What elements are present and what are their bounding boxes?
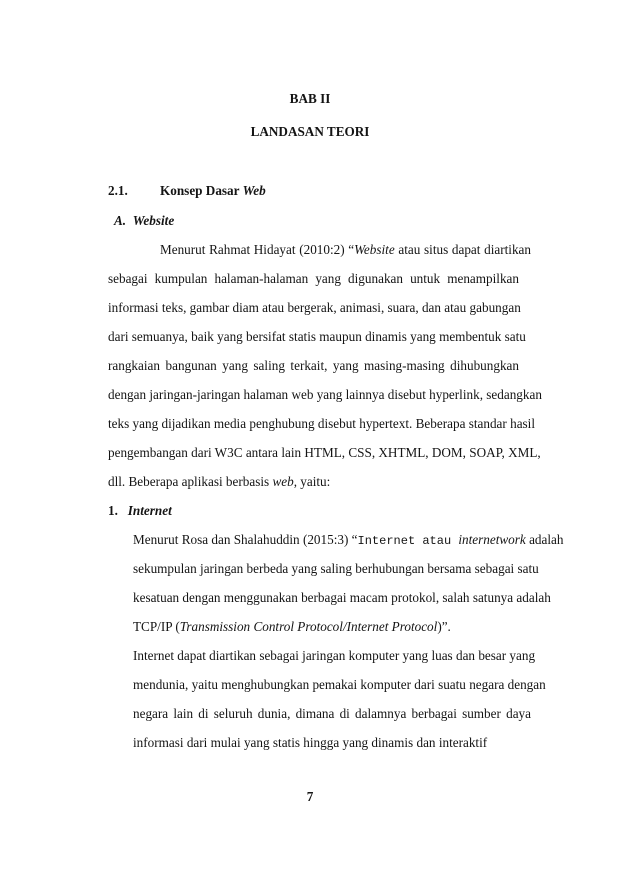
paragraph-line: negara lain di seluruh dunia, dimana di dalamnya berbagai sumber daya [133, 706, 531, 721]
chapter-title: LANDASAN TEORI [250, 124, 370, 139]
page-number: 7 [306, 789, 314, 804]
paragraph-line: sebagai kumpulan halaman-halaman yang digunakan untuk menampilkan [108, 271, 519, 286]
paragraph-line: kesatuan dengan menggunakan berbagai macam protokol, salah satunya adalah [133, 590, 551, 605]
paragraph-line: dll. Beberapa aplikasi berbasis web, yaitu: [108, 474, 331, 489]
paragraph-line: teks yang dijadikan media penghubung disebut hypertext. Beberapa standar hasil [108, 416, 536, 431]
paragraph-line: rangkaian bangunan yang saling terkait, yang masing-masing dihubungkan [108, 358, 519, 373]
section-number: 2.1. [108, 183, 128, 198]
chapter-number: BAB II [289, 91, 331, 106]
paragraph-line: sekumpulan jaringan berbeda yang saling berhubungan bersama sebagai satu [133, 561, 539, 576]
paragraph-line: dengan jaringan-jaringan halaman web yang lainnya disebut hyperlink, sedangkan [108, 387, 542, 402]
paragraph-line: dari semuanya, baik yang bersifat statis maupun dinamis yang membentuk satu [108, 329, 526, 344]
paragraph-line: Menurut Rosa dan Shalahuddin (2015:3) “Internet atau internetwork adalah [133, 532, 564, 548]
section-title: Konsep Dasar Web [160, 183, 266, 198]
paragraph-line: mendunia, yaitu menghubungkan pemakai komputer dari suatu negara dengan [133, 677, 546, 692]
paragraph-line: TCP/IP (Transmission Control Protocol/Internet Protocol)”. [133, 619, 451, 634]
paragraph-line: informasi dari mulai yang statis hingga yang dinamis dan interaktif [133, 735, 488, 750]
paragraph-line: Internet dapat diartikan sebagai jaringan komputer yang luas dan besar yang [133, 648, 536, 663]
paragraph-line: Menurut Rahmat Hidayat (2010:2) “Website atau situs dapat diartikan [160, 242, 531, 257]
list-item-heading: 1. Internet [108, 503, 172, 518]
subsection-heading: A. Website [114, 213, 175, 228]
paragraph-line: informasi teks, gambar diam atau bergerak, animasi, suara, dan atau gabungan [108, 300, 521, 315]
paragraph-line: pengembangan dari W3C antara lain HTML, CSS, XHTML, DOM, SOAP, XML, [108, 445, 541, 460]
